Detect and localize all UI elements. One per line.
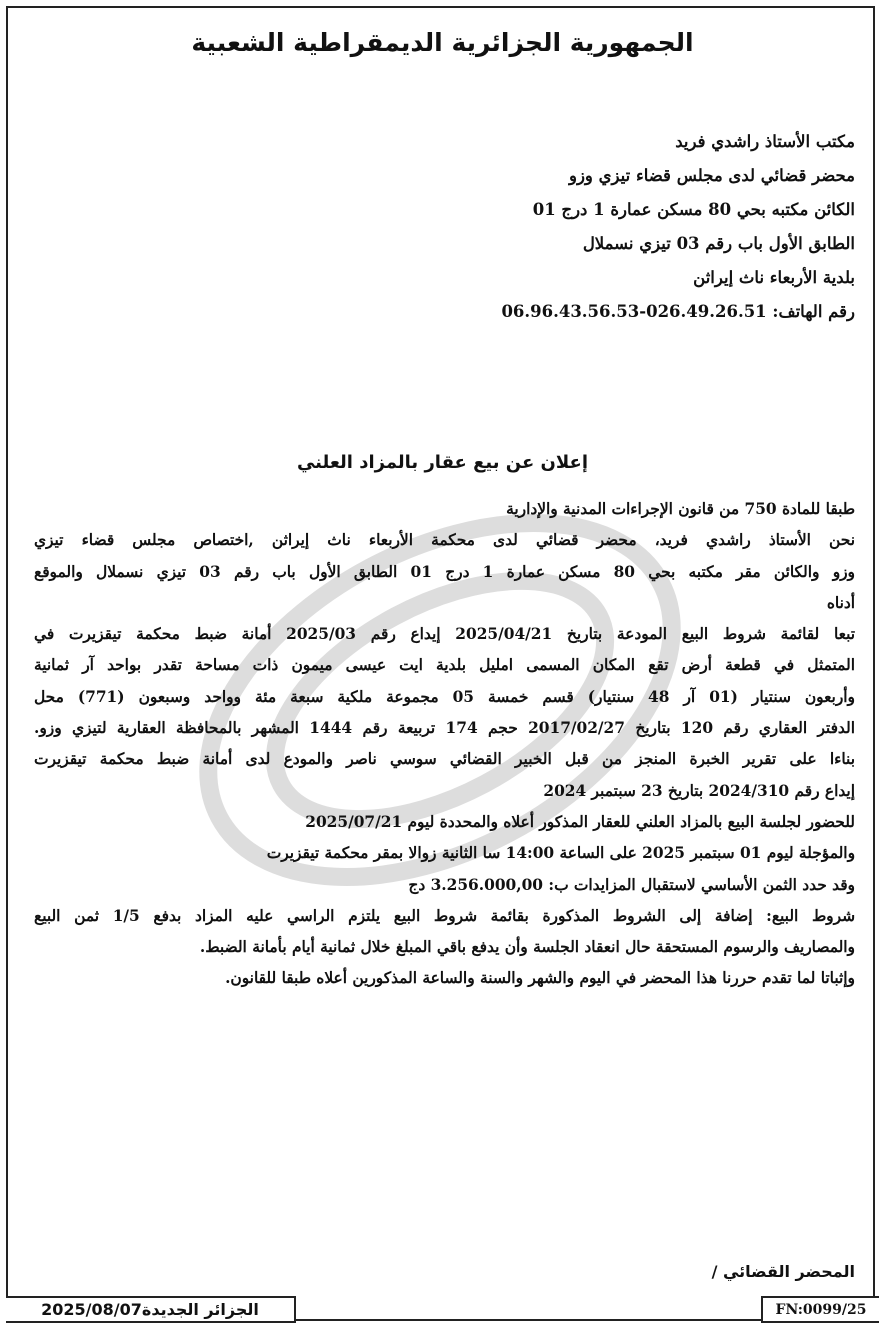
publication-date: الجزائر الجديدة2025/08/07 xyxy=(41,1300,259,1319)
notice-line: والمؤجلة ليوم 01 سبتمبر 2025 على الساعة 14:00 سا الثانية زوالا بمقر محكمة تيقزيرت xyxy=(266,844,855,863)
notice-line: طبقا للمادة 750 من قانون الإجراءات المدنية والإدارية xyxy=(506,500,855,518)
office-line: محضر قضائي لدى مجلس قضاء تيزي وزو xyxy=(568,166,855,185)
notice-line: أدناه xyxy=(826,593,855,612)
signature-label: المحضر القضائي / xyxy=(711,1262,855,1281)
notice-line: وأربعون سنتيار (01 آر 48 سنتيار) قسم خمسة 05 مجموعة ملكية سبعة مئة وواحد وسبعون (771) محل xyxy=(34,687,855,706)
notice-line: نحن الأستاذ راشدي فريد، محضر قضائي لدى محكمة الأربعاء ناث إيراثن ,اختصاص مجلس قضاء تيزي xyxy=(34,531,855,550)
notice-line: وإثباتا لما تقدم حررنا هذا المحضر في اليوم والشهر والسنة والساعة المذكورين أعلاه طبقا للقانون. xyxy=(225,969,855,988)
office-phone-line: رقم الهاتف: 026.49.26.51-06.96.43.56.53 xyxy=(501,302,855,321)
office-line: الكائن مكتبه بحي 80 مسكن عمارة 1 درج 01 xyxy=(532,200,855,219)
reference-number: FN:0099/25 xyxy=(775,1301,867,1318)
reference-box xyxy=(761,1296,879,1323)
notice-line: والمصاريف والرسوم المستحقة حال انعقاد الجلسة وأن يدفع باقي المبلغ خلال ثمانية أيام بأمانة الضبط. xyxy=(199,938,855,957)
notice-line: وقد حدد الثمن الأساسي لاستقبال المزايدات ب: 3.256.000,00 دج xyxy=(408,875,855,894)
notice-line: للحضور لجلسة البيع بالمزاد العلني للعقار المذكور أعلاه والمحددة ليوم 2025/07/21 xyxy=(305,812,855,831)
notice-title: إعلان عن بيع عقار بالمزاد العلني xyxy=(296,452,589,473)
office-line: بلدية الأربعاء ناث إيراثن xyxy=(693,268,855,287)
notice-line: الدفتر العقاري رقم 120 بتاريخ 2017/02/27 حجم 174 تربيعة رقم 1444 المشهر بالمحافظة العقارية لتيزي وزو. xyxy=(34,719,855,738)
notice-line: وزو والكائن مقر مكتبه بحي 80 مسكن عمارة 1 درج 01 الطابق الأول باب رقم 03 تيزي نسملال والموقع xyxy=(34,562,855,581)
office-address-block xyxy=(55,125,855,329)
notice-line: بناءا على تقرير الخبرة المنجز من قبل الخبير القضائي سوسي ناصر والمودع لدى أمانة ضبط محكمة تيقزيرت xyxy=(34,750,855,769)
notice-line: المتمثل في قطعة أرض تقع المكان المسمى امليل بلدية ايت عيسى ميمون ذات مساحة تقدر بواحد آر ثمانية xyxy=(34,656,855,675)
office-line: الطابق الأول باب رقم 03 تيزي نسملال xyxy=(582,234,855,253)
notice-line: تبعا لقائمة شروط البيع المودعة بتاريخ 2025/04/21 إيداع رقم 2025/03 أمانة ضبط محكمة تيقزيرت في xyxy=(34,625,855,644)
notice-line: شروط البيع: إضافة إلى الشروط المذكورة بقائمة شروط البيع يلتزم الراسي عليه المزاد بدفع 1/5 ثمن البيع xyxy=(34,906,855,925)
republic-title: الجمهورية الجزائرية الديمقراطية الشعبية xyxy=(191,28,694,57)
notice-line: إيداع رقم 2024/310 بتاريخ 23 سبتمبر 2024 xyxy=(543,781,855,800)
notice-body xyxy=(34,494,855,995)
publication-date-box xyxy=(6,1296,296,1323)
office-line: مكتب الأستاذ راشدي فريد xyxy=(675,132,855,151)
